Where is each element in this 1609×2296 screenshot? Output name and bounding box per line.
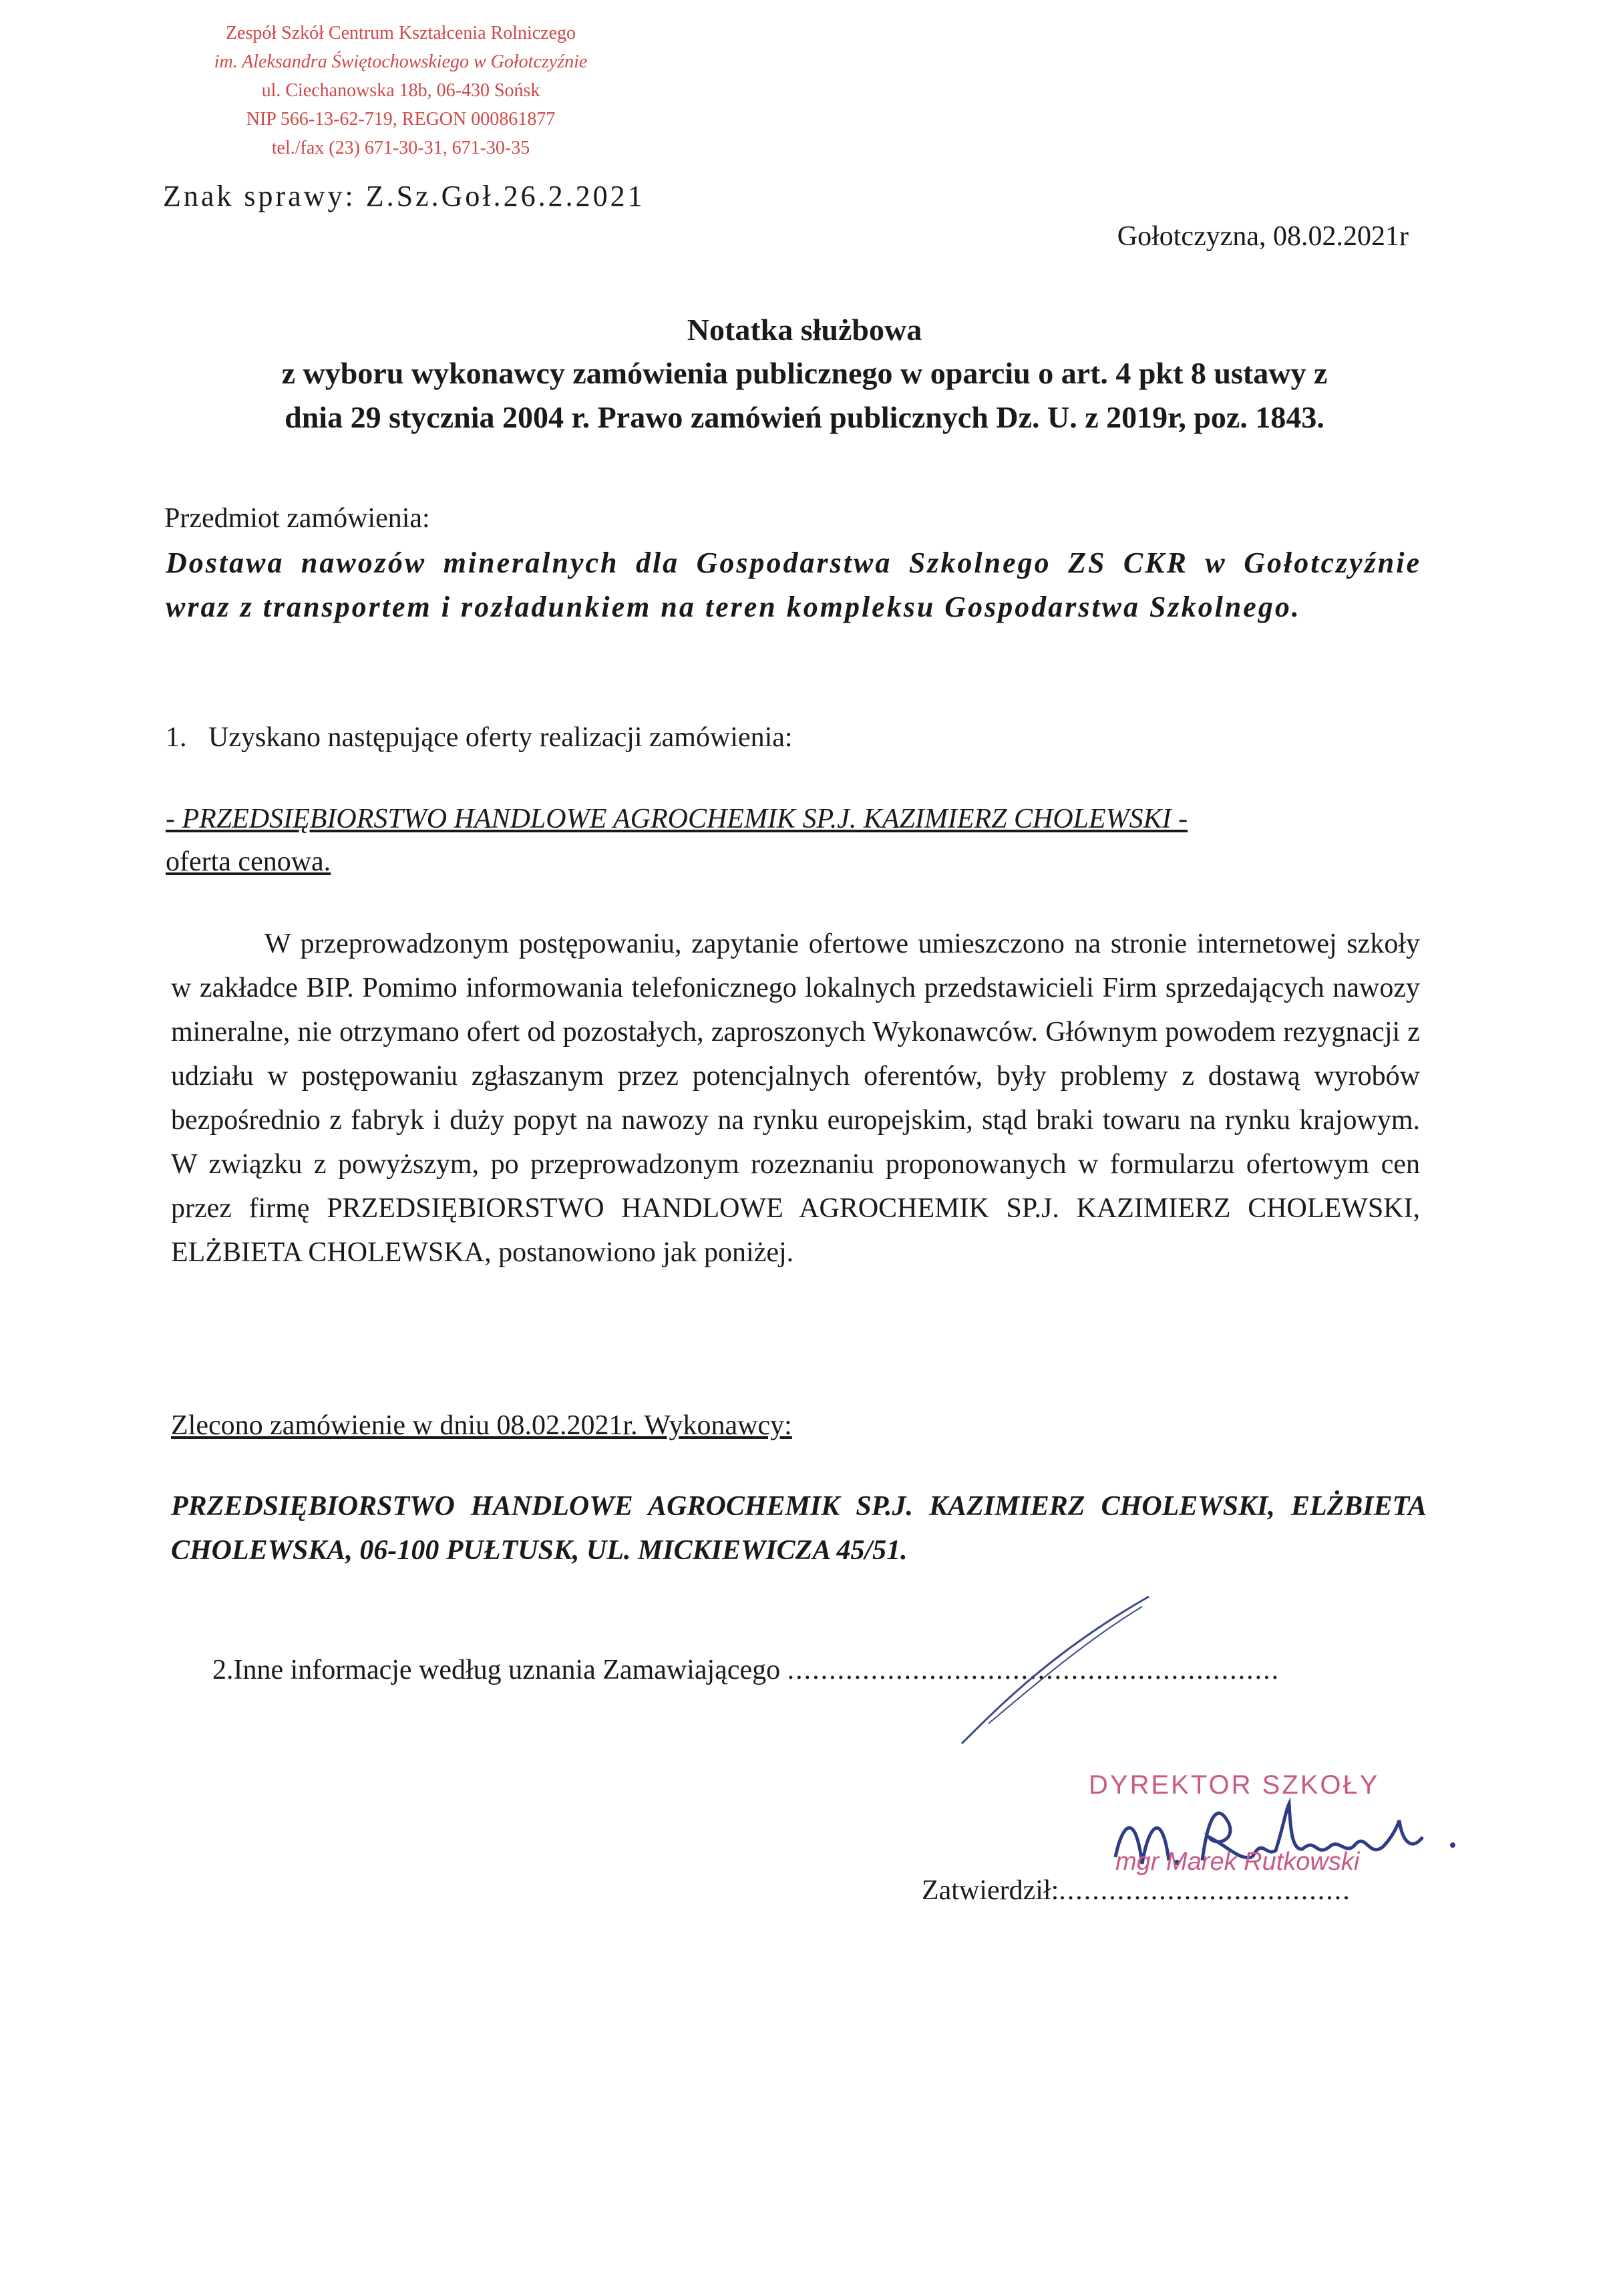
body-paragraph: W przeprowadzonym postępowaniu, zapytanie ofertowe umieszczono na stronie internetowej szkoły w zakładce BIP. Pomimo informowania telefonicznego lokalnych przedstawicieli Firm sprzedających nawozy mineralne, nie otrzymano ofert od pozostałych, zaproszonych Wykonawców. Głównym powodem rezygnacji z udziału w postępowaniu zgłaszanym przez potencjalnych oferentów, były problemy z dostawą wyrobów bezpośrednio z fabryk i duży popyt na nawozy na rynku europejskim, stąd braki towaru na rynku krajowym. W związku z powyższym, po przeprowadzonym rozeznaniu proponowanych w formularzu ofertowym cen przez firmę PRZEDSIĘBIORSTWO HANDLOWE AGROCHEMIK SP.J. KAZIMIERZ CHOLEWSKI, ELŻBIETA CHOLEWSKA, postanowiono jak poniżej.	[171, 929, 1420, 1268]
letterhead-patron: im. Aleksandra Świętochowskiego w Gołotczyźnie	[214, 51, 588, 72]
approved-label: Zatwierdził:	[922, 1875, 1059, 1906]
offer-entry	[166, 798, 1188, 883]
approved-dots: ...................................	[1059, 1875, 1351, 1906]
letterhead-ids: NIP 566-13-62-719, REGON 000861877	[246, 109, 556, 130]
subject-label: Przedmiot zamówienia:	[164, 503, 430, 534]
director-name: mgr Marek Rutkowski	[1115, 1848, 1360, 1876]
document-title-line3: dnia 29 stycznia 2004 r. Prawo zamówień publicznych Dz. U. z 2019r, poz. 1843.	[285, 400, 1324, 434]
other-info-dots: ...........................................................	[787, 1655, 1280, 1685]
item-1-text: Uzyskano następujące oferty realizacji zamówienia:	[208, 722, 793, 753]
letterhead-stamp	[127, 19, 675, 162]
director-stamp-title: DYREKTOR SZKOŁY	[1089, 1770, 1380, 1800]
document-title-block	[0, 309, 1609, 440]
document-title: Notatka służbowa	[687, 313, 922, 347]
item-1-number: 1.	[166, 722, 187, 753]
letterhead-address: ul. Ciechanowska 18b, 06-430 Sońsk	[261, 80, 540, 101]
contractor-name: PRZEDSIĘBIORSTWO HANDLOWE AGROCHEMIK SP.J. KAZIMIERZ CHOLEWSKI, ELŻBIETA CHOLEWSKA, 06-100 PUŁTUSK, UL. MICKIEWICZA 45/51.	[171, 1491, 1427, 1566]
offer-type: oferta cenowa.	[166, 846, 331, 877]
document-title-line2: z wyboru wykonawcy zamówienia publicznego w oparciu o art. 4 pkt 8 ustawy z	[281, 356, 1328, 390]
pen-stroke-mark	[948, 1590, 1162, 1750]
item-1	[166, 721, 793, 754]
other-info-label: 2.Inne informacje według uznania Zamawiającego	[212, 1655, 781, 1685]
ordered-line: Zlecono zamówienie w dniu 08.02.2021r. Wykonawcy:	[171, 1410, 792, 1441]
place-date: Gołotczyzna, 08.02.2021r	[1117, 221, 1409, 252]
subject-text: Dostawa nawozów mineralnych dla Gospodarstwa Szkolnego ZS CKR w Gołotczyźnie wraz z transportem i rozładunkiem na teren kompleksu Gospodarstwa Szkolnego.	[166, 546, 1421, 623]
offer-company: - PRZEDSIĘBIORSTWO HANDLOWE AGROCHEMIK SP.J. KAZIMIERZ CHOLEWSKI -	[166, 804, 1188, 834]
letterhead-phone: tel./fax (23) 671-30-31, 671-30-35	[271, 138, 530, 158]
letterhead-school: Zespół Szkół Centrum Kształcenia Rolniczego	[225, 23, 576, 43]
case-number: Znak sprawy: Z.Sz.Goł.26.2.2021	[163, 180, 645, 212]
approved-by	[922, 1874, 1351, 1907]
